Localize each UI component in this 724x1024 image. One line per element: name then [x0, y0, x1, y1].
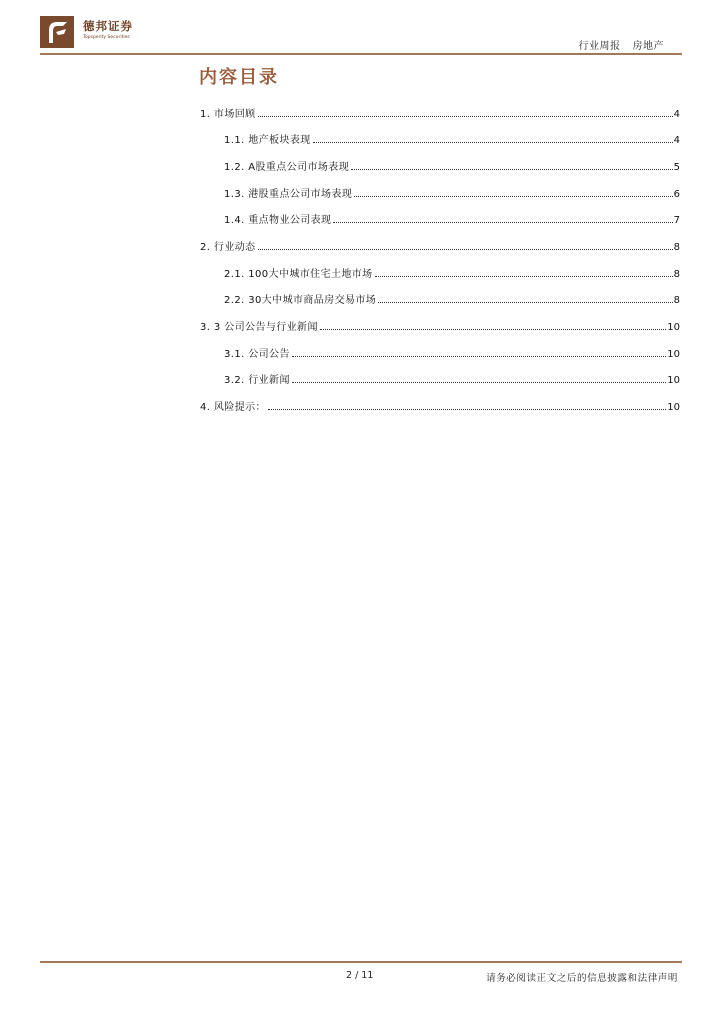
toc-leader-dots	[333, 221, 672, 223]
toc-entry-page: 10	[667, 322, 680, 333]
toc-entry[interactable]	[224, 268, 680, 282]
toc-entry-page: 8	[673, 242, 680, 253]
toc-entry-label: 3.1. 公司公告	[224, 349, 290, 360]
toc-entry[interactable]	[200, 321, 680, 335]
toc-entry[interactable]	[224, 161, 680, 175]
toc-leader-dots	[292, 355, 666, 357]
report-sector: 房地产	[632, 41, 664, 52]
toc-entry-label: 1.4. 重点物业公司表现	[224, 215, 332, 226]
toc-entry[interactable]	[224, 374, 680, 388]
toc-leader-dots	[258, 115, 673, 117]
toc-title: 内容目录	[199, 67, 279, 88]
toc-entry[interactable]	[224, 348, 680, 362]
header-divider	[40, 53, 682, 55]
toc-entry-label: 1.3. 港股重点公司市场表现	[224, 189, 353, 200]
toc-leader-dots	[354, 195, 672, 197]
toc-entry[interactable]	[224, 214, 680, 228]
toc-entry-label: 4. 风险提示：	[200, 402, 266, 413]
toc-leader-dots	[320, 328, 666, 330]
toc-leader-dots	[351, 168, 673, 170]
report-type: 行业周报	[578, 41, 621, 52]
page-number: 2 / 11	[346, 970, 374, 981]
report-header	[579, 37, 665, 52]
toc-entry[interactable]	[200, 108, 680, 122]
toc-leader-dots	[258, 248, 673, 250]
toc-entry-page: 8	[673, 295, 680, 306]
logo-name: 德邦证券	[83, 19, 133, 33]
toc-entry-label: 1. 市场回顾	[200, 109, 256, 120]
footer-divider	[40, 961, 682, 963]
toc-leader-dots	[378, 301, 672, 303]
toc-entry-page: 10	[667, 349, 680, 360]
toc-entry[interactable]	[200, 241, 680, 255]
toc-entry-label: 1.1. 地产板块表现	[224, 135, 311, 146]
toc-leader-dots	[268, 408, 666, 410]
toc-entry-page: 7	[673, 215, 680, 226]
toc-entry-page: 10	[667, 375, 680, 386]
toc-entry-label: 1.2. A股重点公司市场表现	[224, 162, 350, 173]
legal-disclaimer: 请务必阅读正文之后的信息披露和法律声明	[486, 973, 678, 984]
toc-entry-label: 2. 行业动态	[200, 242, 256, 253]
toc-entry-page: 10	[667, 402, 680, 413]
toc-leader-dots	[292, 381, 666, 383]
toc-leader-dots	[313, 141, 673, 143]
toc-entry-page: 4	[673, 135, 680, 146]
toc-entry[interactable]	[224, 188, 680, 202]
toc-leader-dots	[375, 275, 673, 277]
logo-english-name: Topsperity Securities	[83, 35, 130, 40]
toc-entry-label: 3.2. 行业新闻	[224, 375, 290, 386]
company-logo-icon	[40, 16, 74, 48]
toc-entry-page: 5	[673, 162, 680, 173]
company-logo	[40, 14, 200, 50]
toc-entry[interactable]	[224, 134, 680, 148]
toc-entry-page: 6	[673, 189, 680, 200]
toc-entry[interactable]	[224, 294, 680, 308]
toc-entry[interactable]	[200, 401, 680, 415]
toc-entry-page: 8	[673, 269, 680, 280]
toc-entry-page: 4	[673, 109, 680, 120]
toc-entry-label: 3. 3 公司公告与行业新闻	[200, 322, 318, 333]
toc-entry-label: 2.1. 100大中城市住宅土地市场	[224, 269, 373, 280]
toc-entry-label: 2.2. 30大中城市商品房交易市场	[224, 295, 377, 306]
